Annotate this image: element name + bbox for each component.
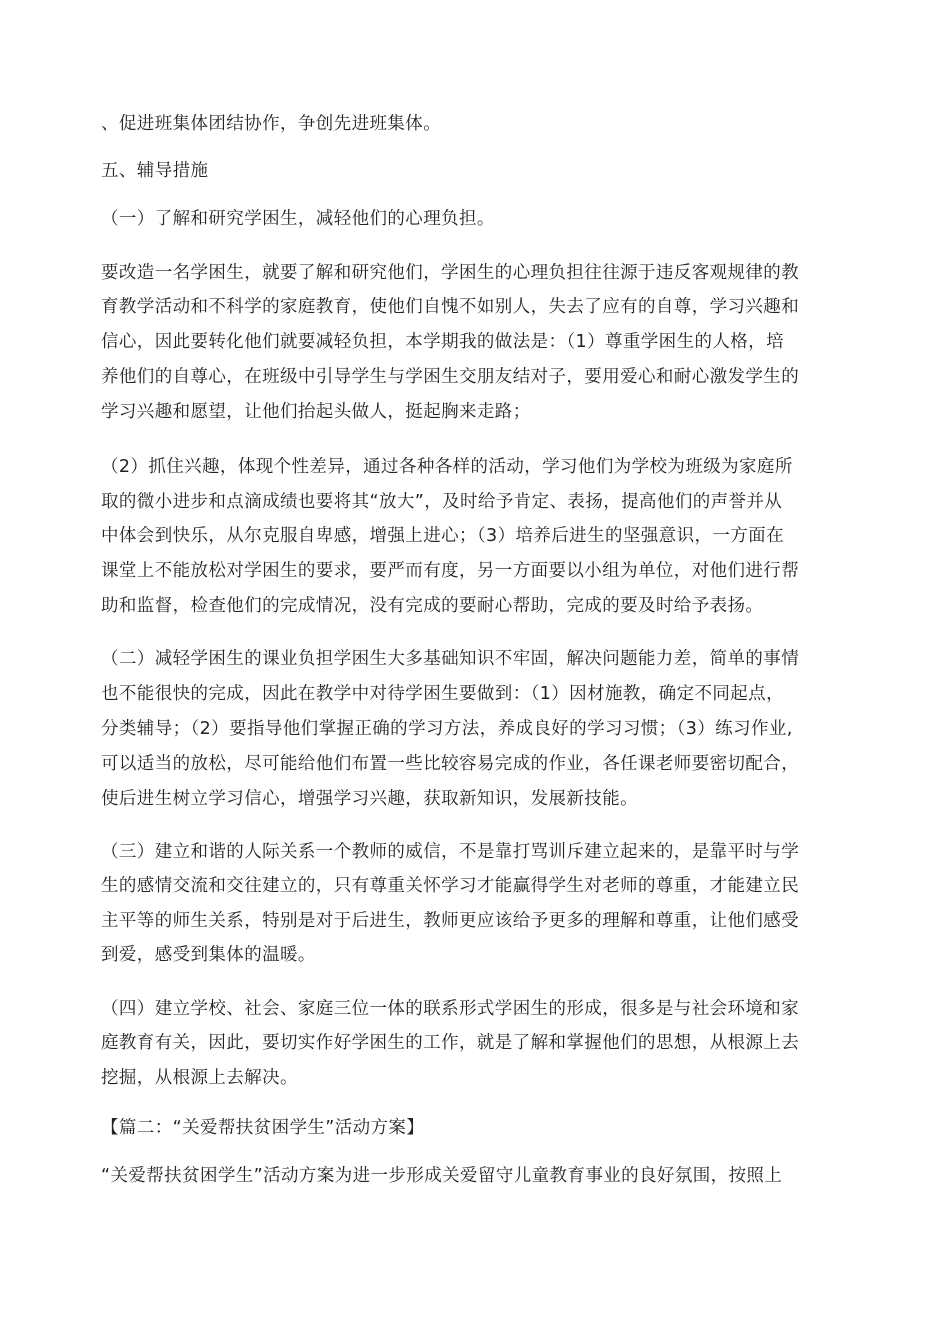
text-line: 分类辅导；（2）要指导他们掌握正确的学习方法，养成良好的学习习惯；（3）练习作业, xyxy=(101,719,793,739)
text-line: 养他们的自尊心，在班级中引导学生与学困生交朋友结对子，要用爱心和耐心激发学生的 xyxy=(101,367,800,387)
text-line: 也不能很快的完成，因此在教学中对待学困生要做到：（1）因材施教，确定不同起点， xyxy=(101,684,784,704)
text-line: 课堂上不能放松对学困生的要求，要严而有度，另一方面要以小组为单位，对他们进行帮 xyxy=(101,561,800,581)
text-line: 可以适当的放松，尽可能给他们布置一些比较容易完成的作业，各任课老师要密切配合， xyxy=(101,754,800,774)
article-heading: 【篇二：“关爱帮扶贫困学生”活动方案】 xyxy=(101,1118,425,1138)
text-line: （二）减轻学困生的课业负担学困生大多基础知识不牢固，解决问题能力差，简单的事情 xyxy=(101,649,800,669)
text-line: 庭教育有关，因此，要切实作好学困生的工作，就是了解和掌握他们的思想，从根源上去 xyxy=(101,1033,800,1053)
text-line: 助和监督，检查他们的完成情况，没有完成的要耐心帮助，完成的要及时给予表扬。 xyxy=(101,596,764,616)
text-line: （2）抓住兴趣，体现个性差异，通过各种各样的活动，学习他们为学校为班级为家庭所 xyxy=(101,457,793,477)
section-heading: 五、辅导措施 xyxy=(101,161,209,181)
text-line: 挖掘，从根源上去解决。 xyxy=(101,1068,298,1088)
text-line: （三）建立和谐的人际关系一个教师的威信，不是靠打骂训斥建立起来的，是靠平时与学 xyxy=(101,842,800,862)
text-line: “关爱帮扶贫困学生”活动方案为进一步形成关爱留守儿童教育事业的良好氛围，按照上 xyxy=(101,1166,783,1186)
subsection-heading: （一）了解和研究学困生，减轻他们的心理负担。 xyxy=(101,209,495,229)
text-line: 中体会到快乐，从尔克服自卑感，增强上进心；（3）培养后进生的坚强意识，一方面在 xyxy=(101,526,784,546)
text-line: 生的感情交流和交往建立的，只有尊重关怀学习才能赢得学生对老师的尊重，才能建立民 xyxy=(101,876,800,896)
text-line: 信心，因此要转化他们就要减轻负担，本学期我的做法是：（1）尊重学困生的人格，培 xyxy=(101,332,784,352)
text-line: 使后进生树立学习信心，增强学习兴趣，获取新知识，发展新技能。 xyxy=(101,789,638,809)
text-line: （四）建立学校、社会、家庭三位一体的联系形式学困生的形成，很多是与社会环境和家 xyxy=(101,999,800,1019)
text-line: 、促进班集体团结协作，争创先进班集体。 xyxy=(101,114,442,134)
text-line: 到爱，感受到集体的温暖。 xyxy=(101,945,316,965)
text-line: 取的微小进步和点滴成绩也要将其“放大”，及时给予肯定、表扬，提高他们的声誉并从 xyxy=(101,492,783,512)
text-line: 育教学活动和不科学的家庭教育，使他们自愧不如别人，失去了应有的自尊，学习兴趣和 xyxy=(101,297,800,317)
text-line: 要改造一名学困生，就要了解和研究他们，学困生的心理负担往往源于违反客观规律的教 xyxy=(101,263,800,283)
text-line: 主平等的师生关系，特别是对于后进生，教师更应该给予更多的理解和尊重，让他们感受 xyxy=(101,911,800,931)
text-line: 学习兴趣和愿望，让他们抬起头做人，挺起胸来走路； xyxy=(101,402,531,422)
